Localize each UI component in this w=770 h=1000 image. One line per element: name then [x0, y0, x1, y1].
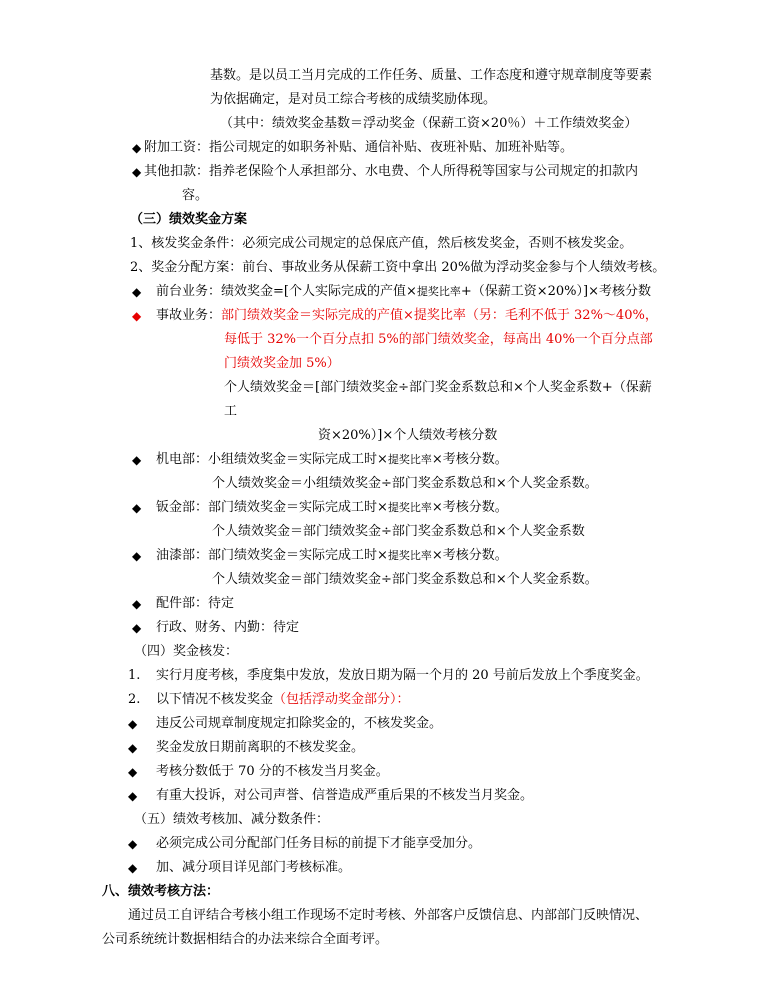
bullet-diamond-icon: ◆ [128, 741, 138, 755]
bullet-diamond-icon: ◆ [132, 285, 142, 299]
numbered-item: 1、核发奖金条件：必须完成公司规定的总保底产值，然后核发奖金，否则不核发奖金。 [130, 236, 633, 251]
paragraph-line: 公司系统统计数据相结合的办法来综合全面考评。 [102, 932, 389, 947]
bullet-diamond-icon: ◆ [128, 789, 138, 803]
paragraph-line: 资×20%）]×个人绩效考核分数 [318, 428, 498, 443]
section-heading: （四）奖金核发： [134, 644, 239, 659]
list-item: 违反公司规章制度规定扣除奖金的，不核发奖金。 [156, 716, 443, 731]
item-number: 1. [128, 668, 141, 683]
sheet-metal-dept-formula: 钣金部：部门绩效奖金＝实际完成工时×提奖比率×考核分数。 [156, 500, 508, 515]
parts-dept-item: 配件部：待定 [156, 596, 235, 611]
bullet-diamond-icon: ◆ [128, 717, 138, 731]
paragraph-line: 通过员工自评结合考核小组工作现场不定时考核、外部客户反馈信息、内部部门反映情况、 [128, 908, 649, 923]
paragraph-line: 个人绩效奖金＝[部门绩效奖金÷部门奖金系数总和×个人奖金系数+（保薪 [224, 380, 652, 395]
paragraph-line: 个人绩效奖金＝部门绩效奖金÷部门奖金系数总和×个人奖金系数 [212, 524, 585, 539]
list-item: 奖金发放日期前离职的不核发奖金。 [156, 740, 365, 755]
section-heading: （五）绩效考核加、减分数条件： [134, 812, 330, 827]
paint-dept-formula: 油漆部：部门绩效奖金＝实际完成工时×提奖比率×考核分数。 [156, 548, 508, 563]
chapter-heading: 八、绩效考核方法： [102, 884, 220, 899]
paragraph-line: 基数。是以员工当月完成的工作任务、质量、工作态度和遵守规章制度等要素 [210, 68, 653, 83]
list-item: 加、减分项目详见部门考核标准。 [156, 860, 352, 875]
section-heading: （三）绩效奖金方案 [130, 212, 248, 227]
bullet-diamond-icon: ◆ [132, 141, 142, 155]
bullet-diamond-icon: ◆ [132, 453, 142, 467]
paragraph-line: 个人绩效奖金＝小组绩效奖金÷部门奖金系数总和×个人奖金系数。 [212, 476, 598, 491]
numbered-item: 2、奖金分配方案：前台、事故业务从保薪工资中拿出 20%做为浮动奖金参与个人绩效考核。 [130, 260, 666, 275]
front-desk-formula: 前台业务：绩效奖金=[个人实际完成的产值×提奖比率+（保薪工资×20%）]×考核分数 [156, 284, 652, 299]
bullet-diamond-icon: ◆ [132, 501, 142, 515]
paragraph-line: 门绩效奖金加 5%） [224, 356, 340, 371]
bullet-diamond-icon: ◆ [132, 309, 142, 323]
bullet-diamond-icon: ◆ [132, 165, 142, 179]
other-deductions-item: 其他扣款：指养老保险个人承担部分、水电费、个人所得税等国家与公司规定的扣款内 [144, 164, 639, 179]
paragraph-line: 为依据确定，是对员工综合考核的成绩奖励体现。 [210, 92, 497, 107]
accident-business-formula: 事故业务：部门绩效奖金＝实际完成的产值×提奖比率（另：毛利不低于 32%～40%， [156, 308, 658, 323]
bullet-diamond-icon: ◆ [132, 549, 142, 563]
bullet-diamond-icon: ◆ [128, 837, 138, 851]
additional-wage-item: 附加工资：指公司规定的如职务补贴、通信补贴、夜班补贴、加班补贴等。 [144, 140, 574, 155]
bullet-diamond-icon: ◆ [128, 861, 138, 875]
admin-dept-item: 行政、财务、内勤：待定 [156, 620, 300, 635]
paragraph-line: 每低于 32%一个百分点扣 5%的部门绩效奖金，每高出 40%一个百分点部 [224, 332, 653, 347]
formula-note: （其中：绩效奖金基数＝浮动奖金（保薪工资×20％）＋工作绩效奖金） [220, 116, 638, 131]
list-item: 有重大投诉，对公司声誉、信誉造成严重后果的不核发当月奖金。 [156, 788, 534, 803]
list-item: 考核分数低于 70 分的不核发当月奖金。 [156, 764, 389, 779]
bullet-diamond-icon: ◆ [132, 621, 142, 635]
numbered-item: 实行月度考核，季度集中发放，发放日期为隔一个月的 20 号前后发放上个季度奖金。 [156, 668, 649, 683]
mechanical-dept-formula: 机电部：小组绩效奖金＝实际完成工时×提奖比率×考核分数。 [156, 452, 508, 467]
bullet-diamond-icon: ◆ [128, 765, 138, 779]
paragraph-line: 工 [224, 404, 238, 419]
numbered-item: 以下情况不核发奖金（包括浮动奖金部分）： [156, 692, 410, 707]
bullet-diamond-icon: ◆ [132, 597, 142, 611]
item-number: 2. [128, 692, 141, 707]
list-item: 必须完成公司分配部门任务目标的前提下才能享受加分。 [156, 836, 482, 851]
paragraph-line: 容。 [182, 188, 209, 203]
paragraph-line: 个人绩效奖金＝部门绩效奖金÷部门奖金系数总和×个人奖金系数。 [212, 572, 598, 587]
